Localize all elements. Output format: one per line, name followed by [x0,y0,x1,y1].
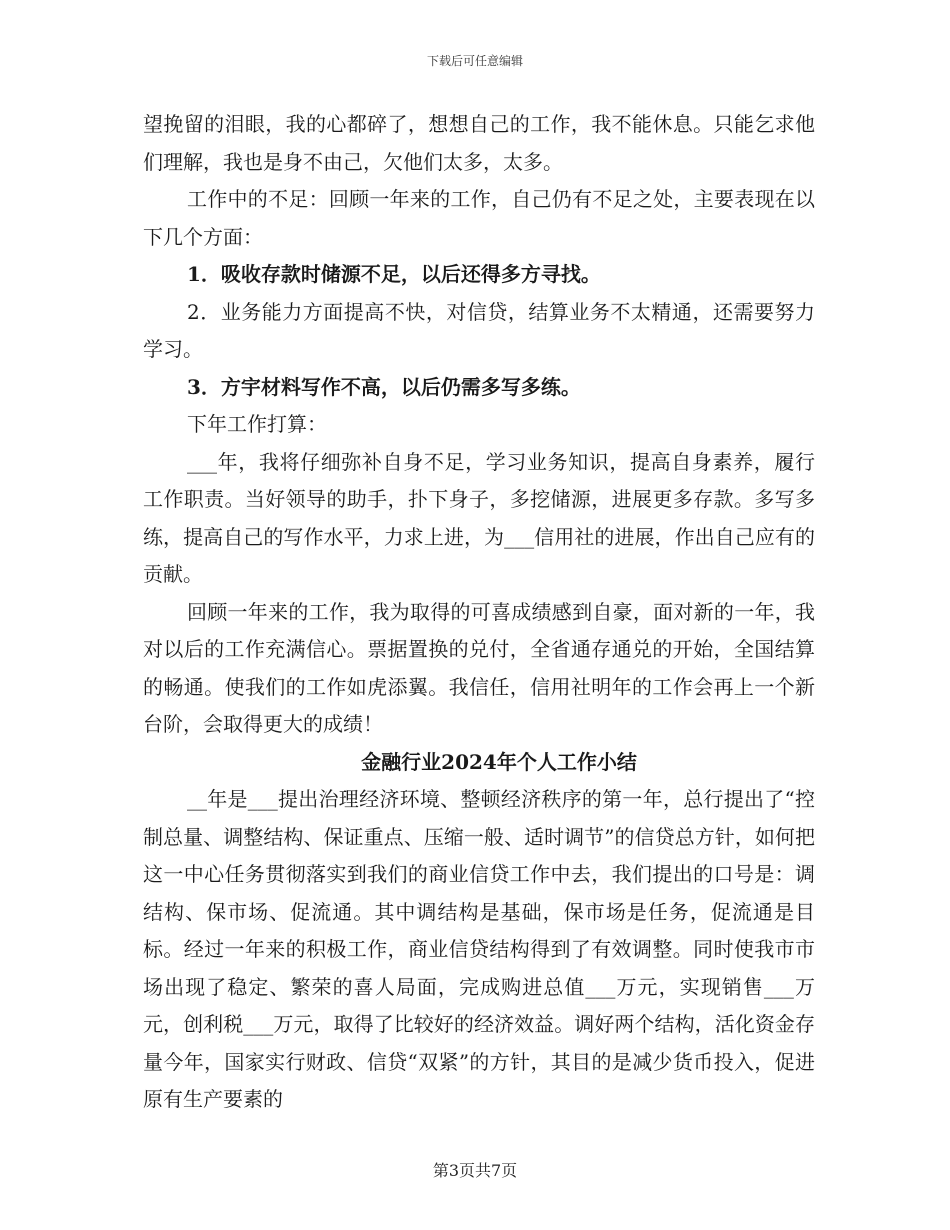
paragraph-item-1: 1．吸收存款时储源不足，以后还得多方寻找。 [187,262,601,286]
paragraph-shortcomings: 工作中的不足：回顾一年来的工作，自己仍有不足之处，主要表现在以下几个方面： [143,187,815,249]
section-title: 金融行业2024年个人工作小结 [361,749,637,774]
paragraph-review: 回顾一年来的工作，我为取得的可喜成绩感到自豪，面对新的一年，我对以后的工作充满信心。票据置换的兑付，全省通存通兑的开始，全国结算的畅通。使我们的工作如虎添翼。我信任，信用社明年的工作会再上一个新台阶，会取得更大的成绩！ [143,599,815,736]
page-header-note: 下载后可任意编辑 [426,54,523,68]
paragraph-item-3: 3．方宇材料写作不高，以后仍需多写多练。 [187,374,581,399]
page-number: 第3页共7页 [432,1161,518,1180]
document-body [143,106,815,1119]
paragraph-item-2: 2．业务能力方面提高不快，对信贷，结算业务不太精通，还需要努力学习。 [143,299,815,361]
paragraph-section-body: __年是___提出治理经济环境、整顿经济秩序的第一年，总行提出了“控制总量、调整结构、保证重点、压缩一般、适时调节”的信贷总方针，如何把这一中心任务贯彻落实到我们的商业信贷工作中去，我们提出的口号是：调结构、保市场、促流通。其中调结构是基础，保市场是任务，促流通是目标。经过一年来的积极工作，商业信贷结构得到了有效调整。同时使我市市场出现了稳定、繁荣的喜人局面，完成购进总值___万元，实现销售___万元，创利税___万元，取得了比较好的经济效益。调好两个结构，活化资金存量今年，国家实行财政、信贷“双紧”的方针，其目的是减少货币投入，促进原有生产要素的 [143,787,815,1111]
paragraph-next-year-plan: ___年，我将仔细弥补自身不足，学习业务知识，提高自身素养，履行工作职责。当好领导的助手，扑下身子，多挖储源，进展更多存款。多写多练，提高自己的写作水平，力求上进，为___信用社的进展，作出自己应有的贡献。 [143,449,815,586]
paragraph-next-year-heading: 下年工作打算： [187,412,327,436]
paragraph-continuation: 望挽留的泪眼，我的心都碎了，想想自己的工作，我不能休息。只能乞求他们理解，我也是身不由己，欠他们太多，太多。 [143,112,815,174]
